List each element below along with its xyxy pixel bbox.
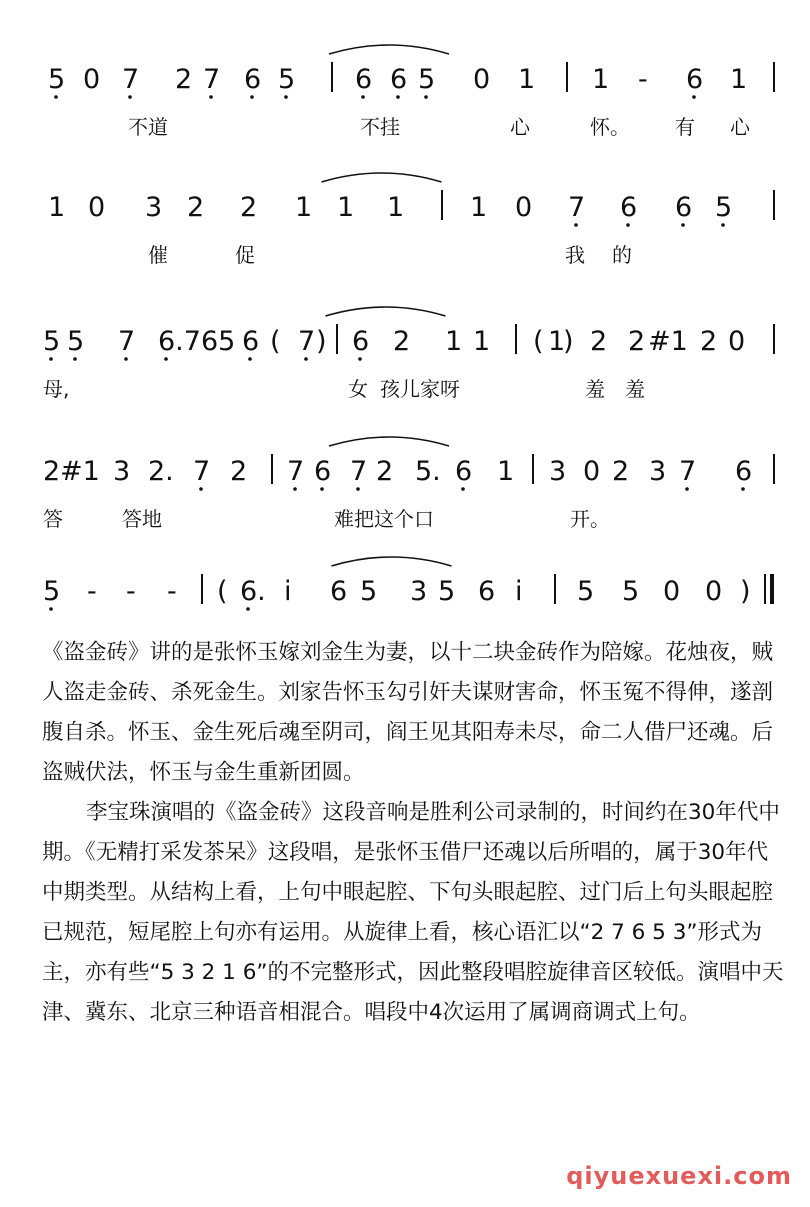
score-note: 1: [387, 192, 405, 223]
score-note: 1: [470, 192, 488, 223]
lyric-text: 不道: [128, 115, 168, 139]
score-note: 1: [337, 192, 355, 223]
low-octave-dot: [284, 95, 288, 99]
score-note: 7: [298, 326, 316, 357]
score-note: 5: [43, 576, 61, 607]
low-octave-dot: [461, 487, 465, 491]
low-octave-dot: [692, 95, 696, 99]
score-note: 6: [244, 64, 262, 95]
score-note: -: [126, 576, 136, 607]
score-note: 0: [515, 192, 533, 223]
score-note: 7: [193, 456, 211, 487]
low-octave-dot: [248, 357, 252, 361]
score-note: 1: [548, 326, 566, 357]
score-note: 5: [278, 64, 296, 95]
score-note: 0: [473, 64, 491, 95]
score-note: 2: [700, 326, 718, 357]
low-octave-dot: [246, 607, 250, 611]
score-note: 0: [663, 576, 681, 607]
low-octave-dot: [73, 357, 77, 361]
low-octave-dot: [164, 357, 168, 361]
score-note: ): [563, 326, 574, 357]
lyric-text: 孩儿家呀: [380, 377, 460, 401]
score-note: 5: [715, 192, 733, 223]
score-note: 7: [118, 326, 136, 357]
low-octave-dot: [681, 223, 685, 227]
score-note: 2: [376, 456, 394, 487]
slur-mark: [329, 437, 449, 446]
score-note: 0: [583, 456, 601, 487]
score-note: (: [533, 326, 544, 357]
lyric-text: 答: [43, 507, 63, 531]
score-note: 2: [175, 64, 193, 95]
score-note: 1: [592, 64, 610, 95]
low-octave-dot: [209, 95, 213, 99]
low-octave-dot: [49, 357, 53, 361]
lyric-text: 促: [235, 243, 255, 267]
low-octave-dot: [626, 223, 630, 227]
score-note: -: [167, 576, 177, 607]
score-note: (: [270, 326, 281, 357]
low-octave-dot: [358, 357, 362, 361]
score-note: 5: [67, 326, 85, 357]
score-note: 6: [330, 576, 348, 607]
score-note: 5: [48, 64, 66, 95]
score-note: i: [515, 576, 523, 607]
score-note: 5: [43, 326, 61, 357]
low-octave-dot: [721, 223, 725, 227]
score-note: 7: [568, 192, 586, 223]
score-note: 1: [473, 326, 491, 357]
score-note: -: [638, 64, 648, 95]
score-note: 0: [83, 64, 101, 95]
score-note: 0: [705, 576, 723, 607]
low-octave-dot: [199, 487, 203, 491]
paragraph-2: 李宝珠演唱的《盗金砖》这段音响是胜利公司录制的，时间约在30年代中期。《无精打采发茶呆》这段唱，是张怀玉借尸还魂以后所唱的，属于30年代中期类型。从结构上看，上句中眼起腔、下句头眼起腔、过门后上句头眼起腔已规范，短尾腔上句亦有运用。从旋律上看，核心语汇以“2 7 6 5 3”形式为主，亦有些“5 3 2 1 6”的不完整形式，因此整段唱腔旋律音区较低。演唱中天津、冀东、北京三种语音相混合。唱段中4次运用了属调商调式上句。: [42, 800, 784, 1025]
lyric-text: 难把这个口: [334, 507, 434, 531]
score-note: 1: [295, 192, 313, 223]
score-note: -: [87, 576, 97, 607]
slur-mark: [329, 45, 449, 54]
score-note: 5: [418, 64, 436, 95]
low-octave-dot: [361, 95, 365, 99]
low-octave-dot: [574, 223, 578, 227]
score-note: 7: [287, 456, 305, 487]
low-octave-dot: [293, 487, 297, 491]
score-note: 2: [590, 326, 608, 357]
score-note: 5: [438, 576, 456, 607]
score-note: 0: [728, 326, 746, 357]
score-note: ): [316, 326, 327, 357]
paragraph-1: 《盗金砖》讲的是张怀玉嫁刘金生为妻，以十二块金砖作为陪嫁。花烛夜，贼人盗走金砖、杀死金生。刘家告怀玉勾引奸夫谋财害命，怀玉冤不得伸，遂剖腹自杀。怀玉、金生死后魂至阴司，阎王见其阳寿未尽，命二人借尸还魂。后盗贼伏法，怀玉与金生重新团圆。: [42, 640, 774, 785]
lyric-text: 有: [675, 115, 695, 139]
score-note: 6: [455, 456, 473, 487]
score-note: 7: [203, 64, 221, 95]
score-note: 3: [410, 576, 428, 607]
score-note: 6: [675, 192, 693, 223]
score-note: ): [740, 576, 751, 607]
lyric-text: 羞: [585, 377, 605, 401]
score-note: 3: [649, 456, 667, 487]
score-note: 6: [620, 192, 638, 223]
low-octave-dot: [741, 487, 745, 491]
low-octave-dot: [128, 95, 132, 99]
score-note: #1: [648, 326, 688, 357]
score-note: 5: [622, 576, 640, 607]
score-note: #1: [60, 456, 100, 487]
lyric-text: 开。: [570, 507, 610, 531]
score-note: 5: [577, 576, 595, 607]
score-note: 6: [352, 326, 370, 357]
score-note: 2: [612, 456, 630, 487]
score-note: (: [217, 576, 228, 607]
score-note: 2: [230, 456, 248, 487]
score-note: 6: [390, 64, 408, 95]
score-note: 1: [445, 326, 463, 357]
lyric-text: 不挂: [360, 115, 400, 139]
low-octave-dot: [250, 95, 254, 99]
lyric-text: 我: [565, 243, 585, 267]
low-octave-dot: [54, 95, 58, 99]
lyric-text: 女: [348, 377, 368, 401]
lyric-text: 催: [148, 243, 168, 267]
score-note: 7: [350, 456, 368, 487]
score-note: 2: [187, 192, 205, 223]
low-octave-dot: [304, 357, 308, 361]
score-note: 7: [122, 64, 140, 95]
slur-mark: [326, 307, 446, 316]
score-note: 2: [628, 326, 646, 357]
score-note: 1: [497, 456, 515, 487]
low-octave-dot: [49, 607, 53, 611]
score-note: i: [284, 576, 292, 607]
score-note: 2.: [148, 456, 174, 487]
score-note: 6.765: [158, 326, 236, 357]
score-note: 1: [730, 64, 748, 95]
score-note: 0: [88, 192, 106, 223]
low-octave-dot: [396, 95, 400, 99]
slur-mark: [332, 557, 452, 566]
low-octave-dot: [424, 95, 428, 99]
article-text: [42, 633, 787, 1033]
lyric-text: 羞: [625, 377, 645, 401]
lyric-text: 怀。: [590, 115, 630, 139]
score-note: 6: [686, 64, 704, 95]
lyric-text: 心: [730, 115, 750, 139]
low-octave-dot: [320, 487, 324, 491]
score-note: 2: [393, 326, 411, 357]
low-octave-dot: [356, 487, 360, 491]
score-note: 2: [240, 192, 258, 223]
score-note: 3: [113, 456, 131, 487]
lyric-text: 的: [612, 243, 632, 267]
score-note: 6.: [240, 576, 266, 607]
lyric-text: 心: [510, 115, 530, 139]
score-note: 6: [355, 64, 373, 95]
lyric-text: 答地: [122, 507, 162, 531]
slur-mark: [322, 173, 442, 182]
score-note: 3: [549, 456, 567, 487]
score-note: 7: [679, 456, 697, 487]
score-note: 6: [242, 326, 260, 357]
low-octave-dot: [124, 357, 128, 361]
score-note: 2: [43, 456, 61, 487]
lyric-text: 母,: [43, 377, 70, 401]
score-note: 5: [360, 576, 378, 607]
score-note: 6: [478, 576, 496, 607]
score-note: 6: [314, 456, 332, 487]
score-note: 1: [518, 64, 536, 95]
watermark-logo: qiyuexuexi.com: [566, 1162, 792, 1190]
score-note: 5.: [415, 456, 441, 487]
score-note: 3: [145, 192, 163, 223]
low-octave-dot: [685, 487, 689, 491]
score-note: 1: [48, 192, 66, 223]
score-note: 6: [735, 456, 753, 487]
